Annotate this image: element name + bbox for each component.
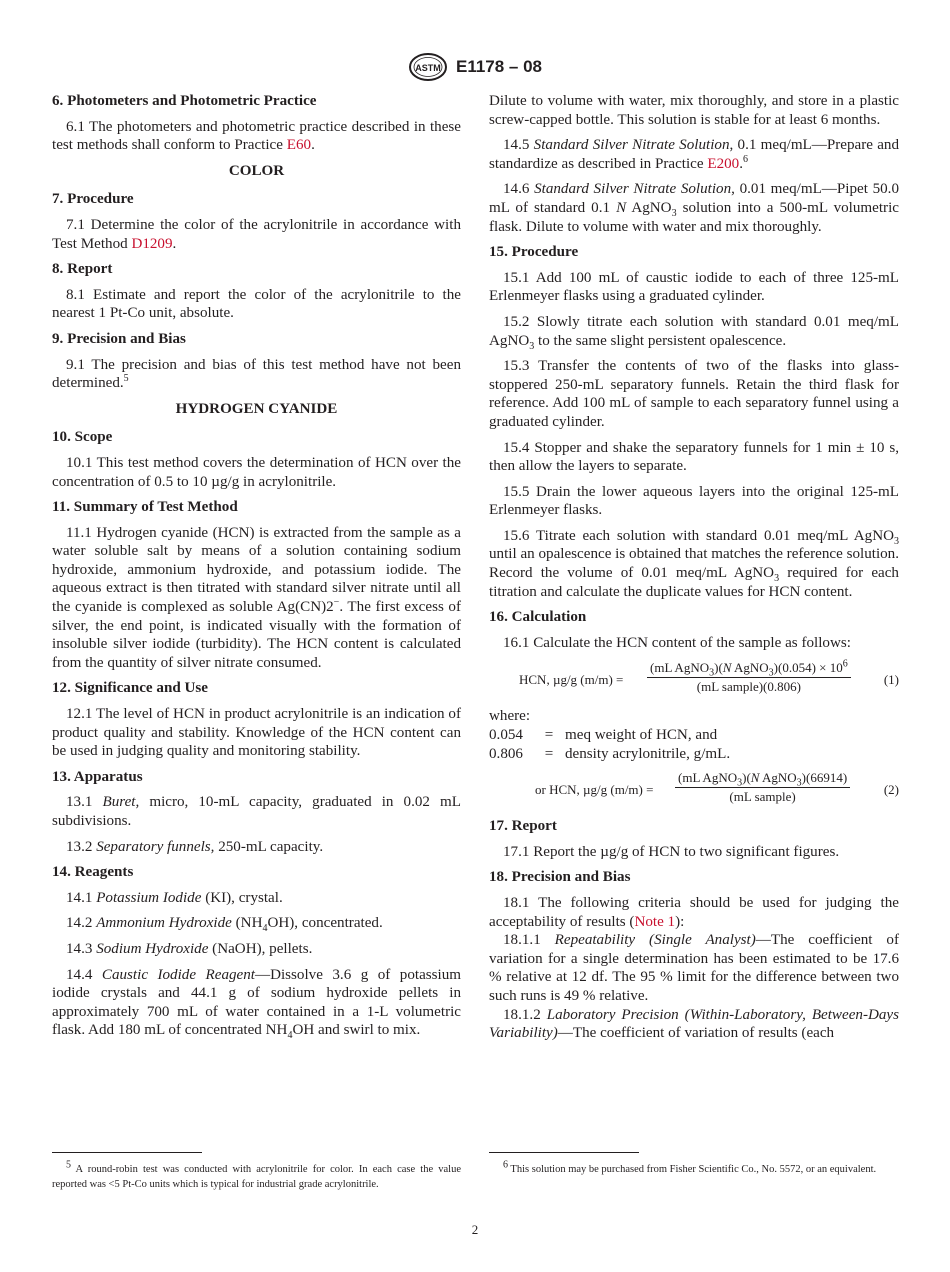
where-row: 0.054 = meq weight of HCN, and <box>489 727 718 744</box>
section-heading: 10. Scope <box>52 429 113 446</box>
section-heading: 8. Report <box>52 261 113 278</box>
paragraph: 6.1 The photometers and photometric practice described in these test methods shall conform to Practice E60. <box>52 118 461 154</box>
part-heading-hcn: HYDROGEN CYANIDE <box>175 400 338 417</box>
equation-numerator: (mL AgNO$_3$)(N AgNO$_3$)(0.054) × $10^6$ <box>647 659 851 678</box>
equation-denominator: (mL sample) <box>729 789 796 805</box>
reference-link-e60[interactable]: E60 <box>286 137 312 154</box>
footnote-divider <box>489 1152 639 1153</box>
section-heading: 17. Report <box>489 818 557 835</box>
paragraph: 13.1 Buret, micro, 10-mL capacity, graduated in 0.02 mL subdivisions. <box>52 794 462 829</box>
equation-2 <box>489 769 899 809</box>
equation-number: (1) <box>883 672 899 688</box>
equation-lhs: HCN, µg/g (m/m) = <box>519 672 624 688</box>
paragraph: 18.1.1 Repeatability (Single Analyst)—The coefficient of variation for a single determination has been estimated to be 17.6 % relative at 12 df. The 95 % limit for the difference between two such runs is 49 % relative. <box>489 932 899 1004</box>
paragraph: 15.3 Transfer the contents of two of the flasks into glass-stoppered 250-mL separatory funnels. Retain the third flask for reference. Add 100 mL of sample to each separatory funnel using a graduated cylinder. <box>489 358 899 430</box>
section-heading: 16. Calculation <box>489 609 587 626</box>
where-label: where: <box>489 708 531 725</box>
astm-logo-icon <box>408 52 448 82</box>
paragraph: 14.5 Standard Silver Nitrate Solution, 0.1 meq/mL—Prepare and standardize as described in Practice E200.$^6$ <box>489 137 899 172</box>
paragraph: 10.1 This test method covers the determination of HCN over the concentration of 0.5 to 10 µg/g in acrylonitrile. <box>52 454 461 490</box>
page-number: 2 <box>471 1222 479 1237</box>
paragraph: 12.1 The level of HCN in product acrylonitrile is an indication of product quality and stability. Knowledge of the HCN content can be used in judging quality and monitoring stability. <box>52 706 461 760</box>
paragraph: 8.1 Estimate and report the color of the acrylonitrile to the nearest 1 Pt-Co unit, absolute. <box>52 286 461 322</box>
reference-link-e200[interactable]: E200 <box>707 155 740 172</box>
footnote-divider <box>52 1152 202 1153</box>
paragraph: 14.4 Caustic Iodide Reagent—Dissolve 3.6 g of potassium iodide crystals and 44.1 g of sodium hydroxide pellets in approximately 700 mL of water contained in a 1-L volumetric flask. Add 180 mL of concentrated $NH_4OH$ and swirl to mix. <box>52 966 462 1042</box>
note-link[interactable]: Note 1 <box>634 913 676 930</box>
footnote-ref[interactable]: 6 <box>743 153 748 165</box>
equation-1 <box>489 659 899 699</box>
paragraph: 14.1 Potassium Iodide (KI), crystal. <box>66 889 283 906</box>
section-heading: 6. Photometers and Photometric Practice <box>52 93 317 109</box>
paragraph: 18.1 The following criteria should be used for judging the acceptability of results (Note 1): <box>489 895 899 930</box>
equation-numerator: (mL AgNO$_3$)(N AgNO$_3$)(66914) <box>675 769 850 788</box>
paragraph: 14.2 Ammonium Hydroxide $(NH_4OH)$, concentrated. <box>66 915 383 935</box>
section-heading: 18. Precision and Bias <box>489 869 631 886</box>
paragraph: 16.1 Calculate the HCN content of the sample as follows: <box>503 634 851 651</box>
equation-denominator: (mL sample)(0.806) <box>696 679 801 695</box>
paragraph: 13.2 Separatory funnels, 250-mL capacity. <box>66 838 324 855</box>
paragraph: 18.1.2 Laboratory Precision (Within-Laboratory, Between-Days Variability)—The coefficient of variation of results (each <box>489 1006 899 1042</box>
left-column <box>52 92 461 1040</box>
section-heading: 15. Procedure <box>489 244 579 261</box>
equation-number: (2) <box>883 782 899 798</box>
paragraph: 9.1 The precision and bias of this test method have not been determined.$^5$ <box>52 356 461 392</box>
equation-fraction <box>647 659 851 696</box>
part-heading-color: COLOR <box>228 162 285 179</box>
paragraph: 15.6 Titrate each solution with standard 0.01 meq/mL AgNO$_3$ until an opalescence is obtained that matches the reference solution. Record the volume of 0.01 meq/mL AgNO$_3$ required for each titration and calculate the duplicate values for HCN content. <box>489 527 899 600</box>
reference-link-d1209[interactable]: D1209 <box>131 235 173 252</box>
paragraph: 14.3 Sodium Hydroxide (NaOH), pellets. <box>66 940 313 957</box>
footnote-5: $^5$ A round-robin test was conducted with acrylonitrile for color. In each case the value reported was <5 Pt-Co units which is typical for industrial grade acrylonitrile. <box>52 1159 461 1190</box>
equation-fraction <box>675 769 850 806</box>
where-row: 0.806 = density acrylonitrile, g/mL. <box>489 745 731 762</box>
paragraph: 11.1 Hydrogen cyanide (HCN) is extracted from the sample as a water soluble salt by means of a solution containing sodium hydroxide, ammonium hydroxide, and potassium iodide. The aqueous extract is then titrated with standard silver nitrate until all the cyanide is complexed as soluble Ag(CN)2−. The first excess of silver, the end point, is indicated visually with the formation of insoluble silver iodide (turbidity). The HCN content is calculated from the quantity of silver nitrate consumed. <box>52 524 461 671</box>
document-id: E1178 – 08 <box>455 57 543 76</box>
svg-text:ASTM: ASTM <box>415 63 441 73</box>
paragraph: 15.1 Add 100 mL of caustic iodide to each of three 125-mL Erlenmeyer flasks using a graduated cylinder. <box>489 269 899 305</box>
paragraph: 7.1 Determine the color of the acrylonitrile in accordance with Test Method D1209. <box>52 216 461 252</box>
footnote-6: $^6$ This solution may be purchased from Fisher Scientific Co., No. 5572, or an equivalent. <box>503 1159 877 1175</box>
section-heading: 14. Reagents <box>52 864 134 881</box>
section-heading: 13. Apparatus <box>52 768 143 785</box>
paragraph: 17.1 Report the µg/g of HCN to two significant figures. <box>503 843 840 860</box>
paragraph: 14.6 Standard Silver Nitrate Solution, 0.01 meq/mL—Pipet 50.0 mL of standard 0.1 N AgNO$_3$ solution into a 500-mL volumetric flask. Dilute to volume with water and mix thoroughly. <box>489 181 900 235</box>
footnote-ref[interactable]: 5 <box>123 373 129 385</box>
page-header <box>0 52 950 82</box>
paragraph: 15.2 Slowly titrate each solution with standard 0.01 meq/mL AgNO$_3$ to the same slight persistent opalescence. <box>489 313 899 352</box>
paragraph: 15.5 Drain the lower aqueous layers into the original 125-mL Erlenmeyer flasks. <box>489 483 899 519</box>
section-heading: 9. Precision and Bias <box>52 330 186 347</box>
equation-lhs: or HCN, µg/g (m/m) = <box>535 782 654 798</box>
paragraph: Dilute to volume with water, mix thoroughly, and store in a plastic screw-capped bottle. This solution is stable for at least 6 months. <box>489 93 899 128</box>
section-heading: 11. Summary of Test Method <box>52 499 238 516</box>
section-heading: 12. Significance and Use <box>52 680 208 697</box>
right-column <box>489 92 899 1043</box>
section-heading: 7. Procedure <box>52 191 134 208</box>
paragraph: 15.4 Stopper and shake the separatory funnels for 1 min ± 10 s, then allow the layers to separate. <box>489 439 899 475</box>
